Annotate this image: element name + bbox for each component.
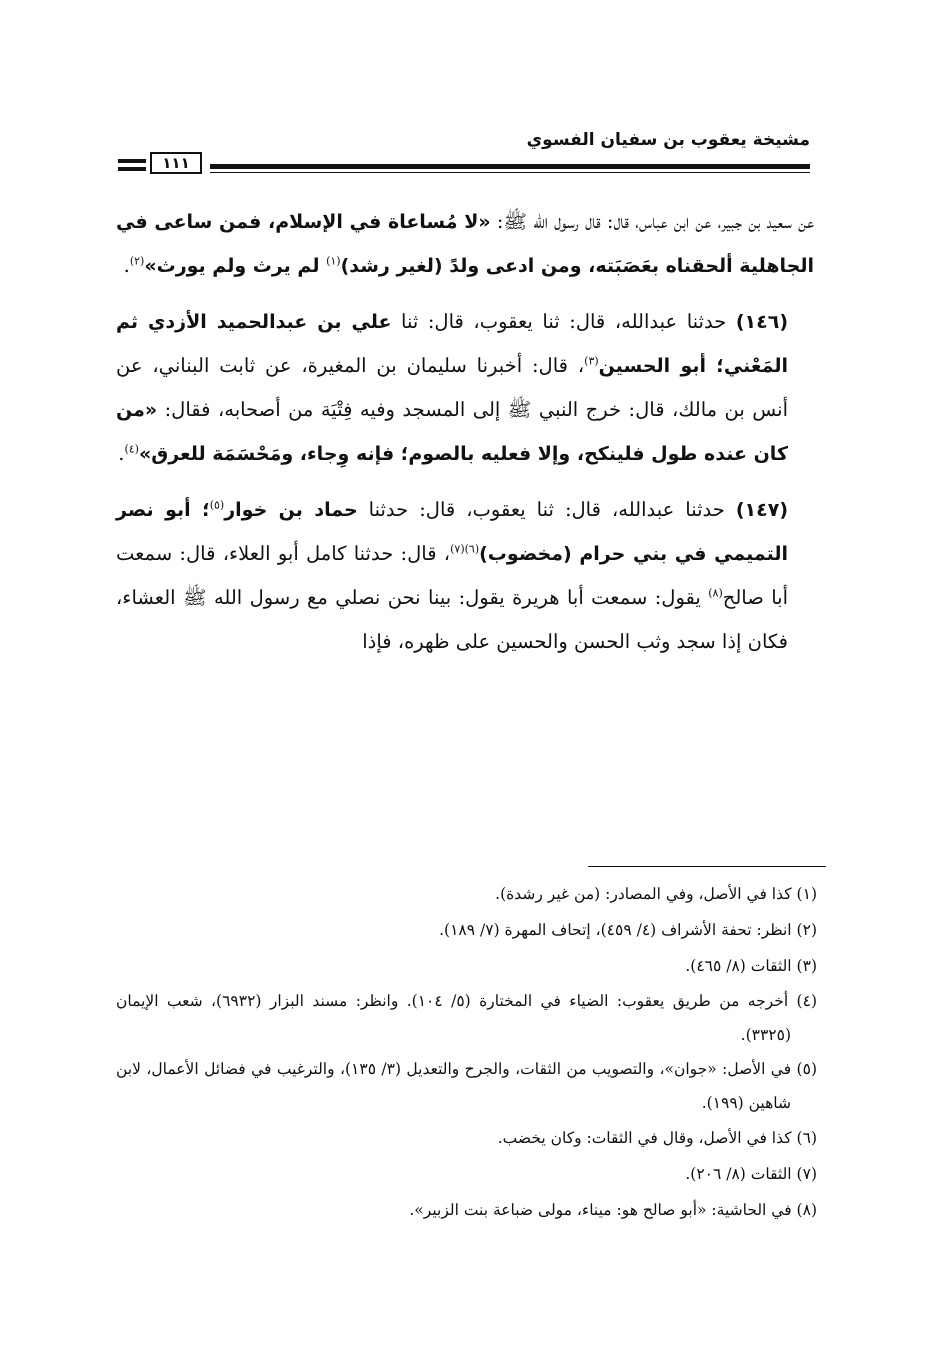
header-left-bar-lower (118, 167, 146, 171)
footnote-1 (116, 876, 817, 912)
text-run: عن سعيد بن جبير، عن ابن عباس، قال: قال رسول الله ﷺ: (490, 210, 815, 233)
footnote-number: (٦) (796, 1129, 817, 1147)
footnote-5 (116, 1052, 817, 1120)
footnote-number: (٥) (796, 1060, 817, 1078)
paragraph-hadith-continuation (116, 200, 814, 288)
text-run: حدثنا عبدالله، قال: ثنا يعقوب، قال: حدثنا (357, 498, 736, 521)
footnote-number: (٨) (796, 1201, 817, 1219)
footnote-text: انظر: تحفة الأشراف (٤/ ٤٥٩)، إتحاف المهرة (٧/ ١٨٩). (439, 921, 797, 939)
header-rule-thin (210, 172, 810, 173)
header-left-bar-upper (118, 159, 146, 163)
hadith-text: «لا مُساعاة في الإسلام، فمن ساعى في الجاهلية ألحقناه بعَصَبَته، ومن ادعى ولدً (لغير رشد) (116, 211, 814, 277)
footnote-ref-6-7: (٦)(٧) (450, 542, 480, 556)
text-run: . (123, 254, 130, 277)
footnote-4 (116, 984, 817, 1052)
footnote-8 (116, 1192, 817, 1228)
narrator-name: حماد بن خوار (224, 499, 358, 521)
main-text (116, 200, 814, 664)
footnotes (116, 876, 817, 1228)
text-run: . (118, 442, 125, 465)
footnote-number: (٢) (796, 921, 817, 939)
footnote-ref-3: (٣) (584, 354, 599, 368)
text-run: ، قال: أخبرنا سليمان بن المغيرة، عن ثابت البناني، عن أنس بن مالك، قال: خرج النبي ﷺ إلى المسجد وفيه فِتْيَة من أصحابه، فقال: (116, 354, 788, 421)
running-title: مشيخة يعقوب بن سفيان الفسوي (526, 130, 810, 150)
footnote-number: (١) (796, 885, 817, 903)
footnote-6 (116, 1120, 817, 1156)
hadith-text: بينا نحن نصلي مع رسول الله ﷺ العشاء، فكان إذا سجد وثب الحسن والحسين على ظهره، فإذا (116, 586, 788, 653)
text-run: حدثنا عبدالله، قال: ثنا يعقوب، قال: ثنا (391, 310, 736, 333)
footnote-2 (116, 912, 817, 948)
footnote-ref-1: (١) (326, 254, 341, 268)
hadith-number: (١٤٧) (735, 499, 789, 521)
footnote-text: أخرجه من طريق يعقوب: الضياء في المختارة (٥/ ١٠٤). وانظر: مسند البزار (٦٩٣٢)، شعب الإيمان (٣٣٢٥). (116, 992, 797, 1044)
footnote-text: في الحاشية: «أبو صالح هو: ميناء، مولى ضباعة بنت الزبير». (409, 1201, 797, 1219)
footnote-divider (588, 866, 826, 867)
footnote-ref-5: (٥) (209, 498, 225, 512)
footnote-number: (٧) (796, 1165, 817, 1183)
footnote-text: في الأصل: «جوان»، والتصويب من الثقات، والجرح والتعديل (٣/ ١٣٥)، والترغيب في فضائل الأعمال، لابن شاهين (١٩٩). (116, 1060, 797, 1112)
hadith-number: (١٤٦) (735, 311, 788, 333)
page-number: ١١١ (150, 152, 202, 174)
paragraph-146 (116, 300, 814, 476)
paragraph-147 (116, 488, 814, 664)
hadith-text: «من كان عنده طول فلينكح، وإلا فعليه بالصوم؛ فإنه وِجاء، ومَحْسَمَة للعرق» (116, 399, 788, 465)
narrator-name: علي بن عبدالحميد الأزدي ثم المَعْني؛ أبو الحسين (116, 311, 788, 377)
hadith-text: لم يرث ولم يورث» (144, 255, 327, 277)
header-rule-thick (210, 164, 810, 169)
footnote-text: الثقات (٨/ ٢٠٦). (685, 1165, 797, 1183)
footnote-ref-8: (٨) (708, 586, 723, 600)
footnote-number: (٣) (796, 957, 817, 975)
text-run: ، قال: حدثنا كامل أبو العلاء، قال: سمعت أبا صالح (116, 542, 788, 609)
footnote-ref-4: (٤) (124, 442, 139, 456)
footnote-ref-2: (٢) (129, 254, 145, 268)
text-run: يقول: سمعت أبا هريرة يقول: (451, 586, 709, 609)
footnote-number: (٤) (796, 992, 817, 1010)
footnote-text: كذا في الأصل، وقال في الثقات: وكان يخضب. (497, 1129, 797, 1147)
footnote-7 (116, 1156, 817, 1192)
footnote-text: كذا في الأصل، وفي المصادر: (من غير رشدة). (495, 885, 797, 903)
narrator-description: ؛ أبو نصر التميمي في بني حرام (مخضوب) (116, 499, 788, 565)
footnote-text: الثقات (٨/ ٤٦٥). (685, 957, 797, 975)
footnote-3 (116, 948, 817, 984)
